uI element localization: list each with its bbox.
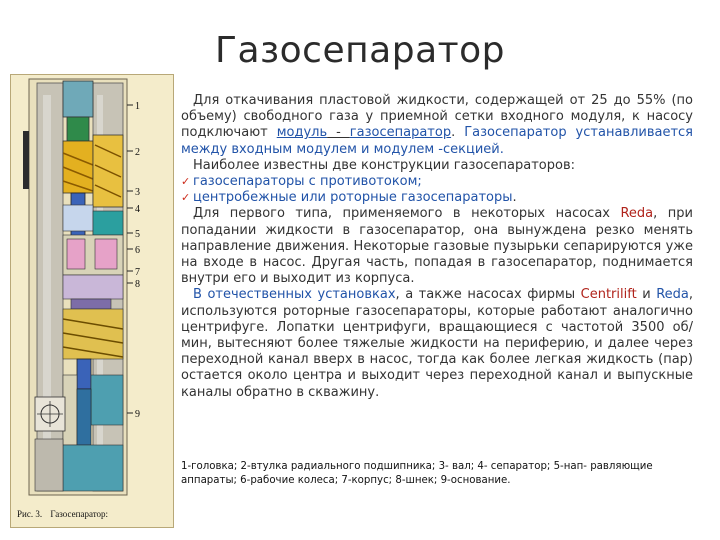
link-gas-separator[interactable]: газосепаратор [349, 125, 452, 141]
bullet-item-centrifugal: ✓ центробежные или роторные газосепараторы. [181, 190, 517, 206]
figure-label-2: 2 [135, 147, 140, 158]
figure-label-4: 4 [135, 204, 140, 215]
figure-label-8: 8 [135, 279, 140, 290]
figure-label-5: 5 [135, 229, 140, 240]
bullet-item-counterflow: ✓ газосепараторы с противотоком; [181, 174, 422, 190]
paragraph-domestic: В отечественных установках, а также насосах фирмы Centrilift и Reda, используются роторные газосепараторы, которые работают аналогично центрифуге. Лопатки центрифуги, вращающиеся с частотой 3500 об/мин, вытесняют более тяжелые жидкости на периферию, и далее через переходной канал вверх в насос, тогда как более легкая жидкость (пар) остается около центра и выходит через переходной канал и выпускные каналы обратно в скважину. [181, 287, 694, 400]
paragraph-designs: Наиболее известны две конструкции газосепараторов: [193, 157, 575, 173]
figure-caption [17, 509, 114, 519]
figure-caption-text: Газосепаратор: [50, 509, 109, 519]
gas-separator-figure [10, 74, 174, 528]
paragraph-intro: Для откачивания пластовой жидкости, содержащей от 25 до 55% (по объему) свободного газа у приемной сетки входного модуля, к насосу подключают модуль - газосепаратор. Газосепаратор устанавливается между входным модулем и модулем -секцией. [181, 93, 693, 157]
figure-label-3: 3 [135, 187, 140, 198]
figure-label-9: 9 [135, 409, 140, 420]
figure-label-6: 6 [135, 245, 140, 256]
body-text [181, 93, 693, 401]
gas-separator-drawing [11, 75, 173, 527]
figure-label-7: 7 [135, 267, 140, 278]
page-title: Газосепаратор [215, 30, 505, 71]
figure-label-1: 1 [135, 101, 140, 112]
paragraph-first-type: Для первого типа, применяемого в некоторых насосах Reda, при попадании жидкости в газосепаратор, она вынуждена резко менять направление движения. Некоторые газовые пузырьки сепарируются уже на входе в насос. Другая часть, попадая в газосепаратор, поднимается внутри его и выходит из корпуса. [181, 206, 693, 287]
link-module[interactable]: модуль [276, 125, 328, 141]
figure-legend: 1-головка; 2-втулка радиального подшипника; 3- вал; 4- сепаратор; 5-нап- равляющие аппараты; 6-рабочие колеса; 7-корпус; 8-шнек; 9-основание. [181, 461, 653, 486]
check-icon: ✓ [181, 175, 191, 189]
check-icon: ✓ [181, 191, 191, 205]
figure-caption-number: Рис. 3. [17, 509, 43, 519]
